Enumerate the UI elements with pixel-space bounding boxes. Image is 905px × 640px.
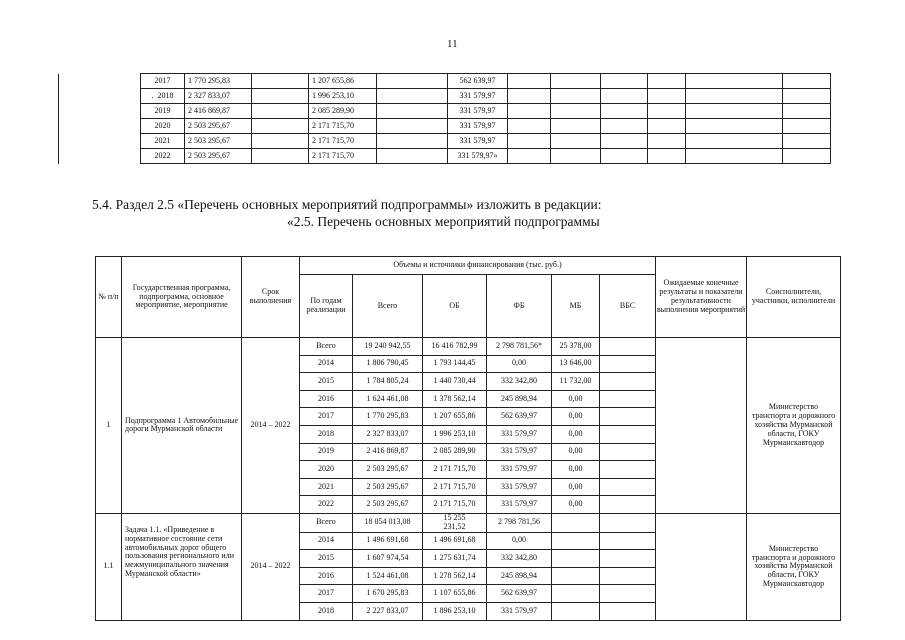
section-subheading: «2.5. Перечень основных мероприятий подпрограммы <box>287 214 600 229</box>
total-cell: 1 670 295,83 <box>353 585 423 603</box>
total-cell: 1 784 805,24 <box>353 373 423 391</box>
fb-cell: 2 798 781,56* <box>487 338 552 356</box>
mark-text: . <box>151 90 154 100</box>
vbs-cell <box>600 425 656 443</box>
ob-cell: 1 496 691,68 <box>423 532 487 550</box>
ob-cell <box>423 513 487 532</box>
mb-cell <box>552 513 600 532</box>
mb-cell: 0,00 <box>552 496 600 514</box>
empty-cell <box>783 149 831 164</box>
executors-cell: Министерство транспорта и дорожного хозяйства Мурманской области, ГОКУ Мурманскавтодор <box>747 513 841 620</box>
vbs-cell <box>600 338 656 356</box>
results-cell <box>656 513 747 620</box>
empty-cell <box>783 74 831 89</box>
total-cell: 2 416 869,87 <box>185 104 252 119</box>
ob-line2: 231,52 <box>443 521 466 531</box>
year-cell: 2015 <box>300 550 353 568</box>
fb-cell: 331 579,97 <box>487 443 552 461</box>
fb-cell: 0,00 <box>487 532 552 550</box>
total-cell: 1 624 461,08 <box>353 390 423 408</box>
ob-cell: 1 275 631,74 <box>423 550 487 568</box>
empty-cell <box>508 119 551 134</box>
empty-cell <box>686 104 783 119</box>
empty-cell <box>648 74 686 89</box>
ob-cell: 1 207 655,86 <box>423 408 487 426</box>
ob-cell: 2 171 715,70 <box>309 134 377 149</box>
year-cell: Всего <box>300 513 353 532</box>
total-cell: 2 503 295,67 <box>353 461 423 479</box>
year-cell: 2017 <box>300 408 353 426</box>
empty-cell <box>59 89 141 104</box>
empty-cell <box>59 134 141 149</box>
empty-cell <box>648 119 686 134</box>
year-cell: 2017 <box>300 585 353 603</box>
mb-cell <box>552 550 600 568</box>
ob-cell: 1 793 144,45 <box>423 355 487 373</box>
empty-cell <box>59 149 141 164</box>
fb-cell: 562 639,97 <box>448 74 508 89</box>
empty-cell <box>252 134 309 149</box>
table-row <box>59 149 831 164</box>
vbs-cell <box>600 355 656 373</box>
year-cell <box>141 74 185 89</box>
mb-cell: 0,00 <box>552 461 600 479</box>
year-cell: 2014 <box>300 355 353 373</box>
col-executors-header: Соисполнители, участники, исполнители <box>747 257 841 338</box>
col-results-header: Ожидаемые конечные результаты и показатели результативности выполнения мероприятий <box>656 257 747 338</box>
vbs-cell <box>600 373 656 391</box>
year-cell: 2016 <box>300 390 353 408</box>
ob-cell: 1 440 730,44 <box>423 373 487 391</box>
total-cell: 1 607 974,54 <box>353 550 423 568</box>
fb-cell: 331 579,97 <box>448 119 508 134</box>
term-cell: 2014 – 2022 <box>242 338 300 514</box>
year-text: 2018 <box>157 90 174 100</box>
table-row <box>59 74 831 89</box>
year-cell <box>141 89 185 104</box>
fb-cell: 562 639,97 <box>487 408 552 426</box>
fb-cell: 245 898,94 <box>487 390 552 408</box>
fb-cell: 0,00 <box>487 355 552 373</box>
fb-cell: 332 342,80 <box>487 373 552 391</box>
empty-cell <box>783 134 831 149</box>
year-text: 2020 <box>154 120 171 130</box>
total-cell: 1 806 790,45 <box>353 355 423 373</box>
empty-cell <box>601 149 648 164</box>
mb-cell: 11 732,00 <box>552 373 600 391</box>
year-cell: 2020 <box>300 461 353 479</box>
empty-cell <box>377 104 448 119</box>
empty-cell <box>59 119 141 134</box>
ob-cell: 2 085 289,90 <box>309 104 377 119</box>
fb-cell: 331 579,97 <box>448 134 508 149</box>
table-row <box>96 338 841 356</box>
ob-cell: 1 996 253,10 <box>423 425 487 443</box>
total-cell: 1 770 295,83 <box>185 74 252 89</box>
empty-cell <box>508 104 551 119</box>
empty-cell <box>551 134 601 149</box>
total-cell: 2 227 833,07 <box>353 602 423 620</box>
vbs-cell <box>600 532 656 550</box>
year-cell: 2022 <box>300 496 353 514</box>
ob-cell: 16 416 782,99 <box>423 338 487 356</box>
executors-cell: Министерство транспорта и дорожного хозяйства Мурманской области, ГОКУ Мурманскавтодор <box>747 338 841 514</box>
empty-cell <box>508 134 551 149</box>
vbs-cell <box>600 461 656 479</box>
year-text: 2021 <box>154 135 171 145</box>
col-financing-header: Объемы и источники финансирования (тыс. руб.) <box>300 257 656 275</box>
empty-cell <box>377 134 448 149</box>
empty-cell <box>59 74 141 89</box>
ob-cell: 2 171 715,70 <box>423 478 487 496</box>
year-cell <box>141 119 185 134</box>
empty-cell <box>377 74 448 89</box>
total-cell: 2 503 295,67 <box>185 119 252 134</box>
vbs-cell <box>600 513 656 532</box>
empty-cell <box>508 89 551 104</box>
fb-cell: 331 579,97 <box>448 104 508 119</box>
empty-cell <box>551 74 601 89</box>
total-cell: 2 327 833,07 <box>353 425 423 443</box>
empty-cell <box>377 119 448 134</box>
mb-cell <box>552 532 600 550</box>
mb-cell <box>552 602 600 620</box>
empty-cell <box>508 149 551 164</box>
activity-name: Подпрограмма 1 Автомобильные дороги Мурманской области <box>122 338 242 514</box>
empty-cell <box>686 134 783 149</box>
ob-cell: 1 378 562,14 <box>423 390 487 408</box>
empty-cell <box>252 74 309 89</box>
empty-cell <box>601 74 648 89</box>
empty-cell <box>686 119 783 134</box>
continuation-table <box>58 73 831 164</box>
empty-cell <box>252 89 309 104</box>
results-cell <box>656 338 747 514</box>
ob-cell: 2 171 715,70 <box>309 149 377 164</box>
empty-cell <box>551 149 601 164</box>
col-term-header: Срок выполнения <box>242 257 300 338</box>
total-cell: 2 503 295,67 <box>185 134 252 149</box>
total-cell: 19 240 942,55 <box>353 338 423 356</box>
empty-cell <box>783 104 831 119</box>
vbs-cell <box>600 478 656 496</box>
year-cell <box>141 134 185 149</box>
term-cell: 2014 – 2022 <box>242 513 300 620</box>
year-text: 2022 <box>154 150 171 160</box>
table-row <box>59 104 831 119</box>
mb-cell <box>552 585 600 603</box>
table-row <box>59 134 831 149</box>
year-cell: 2015 <box>300 373 353 391</box>
empty-cell <box>601 104 648 119</box>
empty-cell <box>783 119 831 134</box>
year-cell: 2018 <box>300 602 353 620</box>
activity-name: Задача 1.1. «Приведение в нормативное состояние сети автомобильных дорог общего пользования регионального или межмуниципального значения Мурманской области» <box>122 513 242 620</box>
col-total-header: Всего <box>353 275 423 338</box>
empty-cell <box>601 89 648 104</box>
table-row <box>59 89 831 104</box>
mb-cell: 0,00 <box>552 443 600 461</box>
empty-cell <box>601 119 648 134</box>
empty-cell <box>648 89 686 104</box>
empty-cell <box>648 134 686 149</box>
row-number: 1 <box>96 338 122 514</box>
empty-cell <box>601 134 648 149</box>
ob-line1: 15 255 <box>443 513 466 522</box>
col-fb-header: ФБ <box>487 275 552 338</box>
year-cell: 2021 <box>300 478 353 496</box>
table-row <box>59 119 831 134</box>
total-cell: 2 503 295,67 <box>185 149 252 164</box>
total-cell: 1 524 461,08 <box>353 567 423 585</box>
fb-cell: 2 798 781,56 <box>487 513 552 532</box>
year-cell: 2016 <box>300 567 353 585</box>
col-ob-header: ОБ <box>423 275 487 338</box>
ob-cell: 2 171 715,70 <box>423 461 487 479</box>
empty-cell <box>508 74 551 89</box>
ob-cell: 1 996 253,10 <box>309 89 377 104</box>
vbs-cell <box>600 567 656 585</box>
ob-cell: 2 171 715,70 <box>423 496 487 514</box>
total-cell: 18 054 013,08 <box>353 513 423 532</box>
empty-cell <box>686 89 783 104</box>
ob-cell: 2 085 289,90 <box>423 443 487 461</box>
vbs-cell <box>600 585 656 603</box>
vbs-cell <box>600 550 656 568</box>
year-cell: 2019 <box>300 443 353 461</box>
vbs-cell <box>600 443 656 461</box>
year-text: 2017 <box>154 75 171 85</box>
year-cell: Всего <box>300 338 353 356</box>
section-heading: 5.4. Раздел 2.5 «Перечень основных мероприятий подпрограммы» изложить в редакции: <box>92 197 602 212</box>
fb-cell: 331 579,97» <box>448 149 508 164</box>
empty-cell <box>59 104 141 119</box>
empty-cell <box>686 74 783 89</box>
empty-cell <box>551 119 601 134</box>
empty-cell <box>551 104 601 119</box>
empty-cell <box>686 149 783 164</box>
vbs-cell <box>600 602 656 620</box>
year-cell: 2014 <box>300 532 353 550</box>
total-cell: 2 503 295,67 <box>353 496 423 514</box>
fb-cell: 331 579,97 <box>487 602 552 620</box>
empty-cell <box>377 149 448 164</box>
col-vbs-header: ВБС <box>600 275 656 338</box>
vbs-cell <box>600 408 656 426</box>
fb-cell: 332 342,80 <box>487 550 552 568</box>
fb-cell: 331 579,97 <box>487 461 552 479</box>
empty-cell <box>783 89 831 104</box>
row-number: 1.1 <box>96 513 122 620</box>
total-cell: 2 503 295,67 <box>353 478 423 496</box>
empty-cell <box>252 119 309 134</box>
table-row <box>96 513 841 532</box>
total-cell: 2 416 869,87 <box>353 443 423 461</box>
ob-cell: 2 171 715,70 <box>309 119 377 134</box>
col-num-header: № п/п <box>96 257 122 338</box>
mb-cell: 25 378,00 <box>552 338 600 356</box>
fb-cell: 562 639,97 <box>487 585 552 603</box>
fb-cell: 331 579,97 <box>487 496 552 514</box>
col-program-header: Государственная программа, подпрограмма, основное мероприятие, мероприятие <box>122 257 242 338</box>
mb-cell <box>552 567 600 585</box>
fb-cell: 331 579,97 <box>448 89 508 104</box>
col-mb-header: МБ <box>552 275 600 338</box>
year-cell: 2018 <box>300 425 353 443</box>
fb-cell: 245 898,94 <box>487 567 552 585</box>
empty-cell <box>551 89 601 104</box>
empty-cell <box>377 89 448 104</box>
total-cell: 2 327 833,07 <box>185 89 252 104</box>
mb-cell: 0,00 <box>552 425 600 443</box>
year-text: 2019 <box>154 105 171 115</box>
col-year-header: По годам реализации <box>300 275 353 338</box>
empty-cell <box>648 149 686 164</box>
empty-cell <box>252 104 309 119</box>
mb-cell: 13 646,00 <box>552 355 600 373</box>
ob-cell: 1 207 655,86 <box>309 74 377 89</box>
vbs-cell <box>600 390 656 408</box>
activities-table <box>95 256 841 621</box>
mb-cell: 0,00 <box>552 408 600 426</box>
page-number: 11 <box>447 38 458 50</box>
mb-cell: 0,00 <box>552 390 600 408</box>
mb-cell: 0,00 <box>552 478 600 496</box>
ob-cell: 1 278 562,14 <box>423 567 487 585</box>
total-cell: 1 770 295,83 <box>353 408 423 426</box>
empty-cell <box>648 104 686 119</box>
ob-cell: 1 107 655,86 <box>423 585 487 603</box>
ob-cell: 1 896 253,10 <box>423 602 487 620</box>
total-cell: 1 496 691,68 <box>353 532 423 550</box>
fb-cell: 331 579,97 <box>487 425 552 443</box>
empty-cell <box>252 149 309 164</box>
year-cell <box>141 104 185 119</box>
year-cell <box>141 149 185 164</box>
vbs-cell <box>600 496 656 514</box>
fb-cell: 331 579,97 <box>487 478 552 496</box>
